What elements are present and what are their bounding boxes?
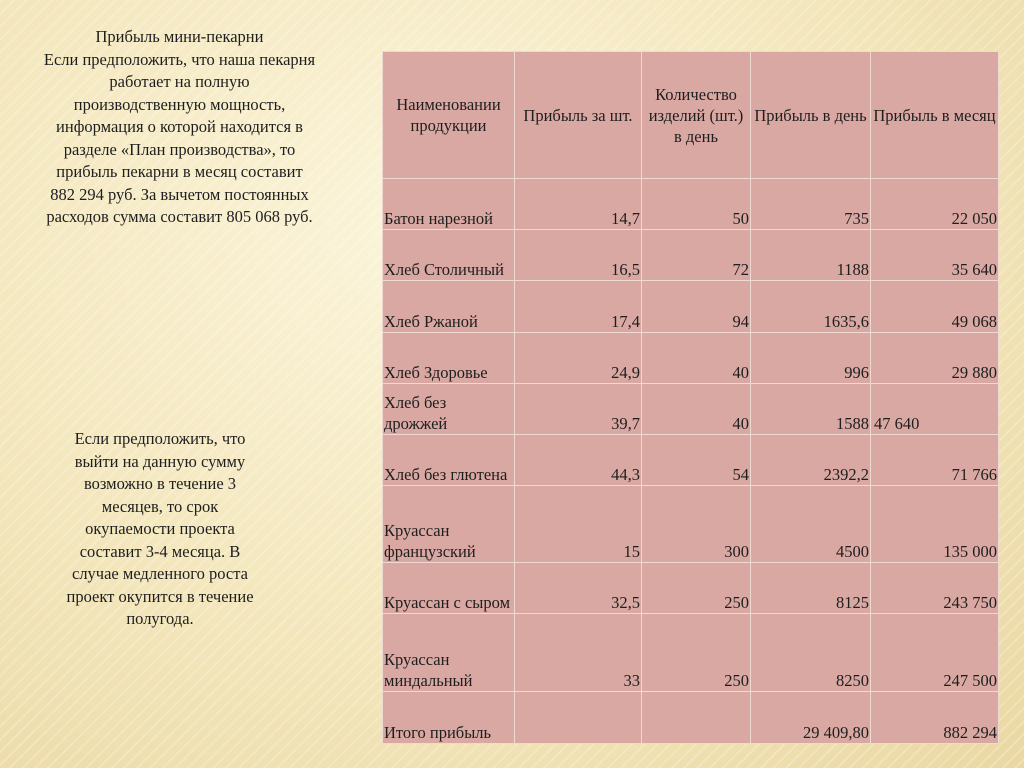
cell-profit-per-day: 1588 bbox=[751, 383, 871, 434]
cell-profit-per-month: 22 050 bbox=[871, 179, 999, 230]
cell-total-profit-per-month: 882 294 bbox=[871, 691, 999, 743]
cell-profit-per-day: 2392,2 bbox=[751, 434, 871, 485]
cell-profit-per-unit bbox=[515, 691, 642, 743]
table-row bbox=[383, 179, 999, 230]
cell-quantity-per-day: 40 bbox=[642, 383, 751, 434]
cell-quantity-per-day: 54 bbox=[642, 434, 751, 485]
header-product-name: Наименовании продукции bbox=[383, 52, 515, 179]
cell-total-label: Итого прибыль bbox=[383, 691, 515, 743]
cell-quantity-per-day: 250 bbox=[642, 614, 751, 691]
cell-profit-per-day: 8250 bbox=[751, 614, 871, 691]
table-row bbox=[383, 281, 999, 332]
cell-profit-per-day: 4500 bbox=[751, 486, 871, 563]
cell-profit-per-unit: 14,7 bbox=[515, 179, 642, 230]
cell-profit-per-month: 71 766 bbox=[871, 434, 999, 485]
table-row bbox=[383, 486, 999, 563]
cell-profit-per-month: 247 500 bbox=[871, 614, 999, 691]
intro-paragraph: Если предположить, что наша пекарня работает на полную производственную мощность, информация о которой находится в разделе «План производства», то прибыль пекарни в месяц составит 882 294 руб. За вычетом постоянных расходов сумма составит 805 068 руб. bbox=[43, 49, 316, 226]
cell-profit-per-day: 8125 bbox=[751, 563, 871, 614]
payback-paragraph: Если предположить, что выйти на данную сумму возможно в течение 3 месяцев, то срок окупаемости проекта составит 3-4 месяца. В случае медленного роста проект окупится в течение полугода. bbox=[66, 429, 254, 628]
cell-profit-per-month: 49 068 bbox=[871, 281, 999, 332]
table-row bbox=[383, 563, 999, 614]
table-row bbox=[383, 230, 999, 281]
cell-product-name: Хлеб Здоровье bbox=[383, 332, 515, 383]
cell-product-name: Хлеб без дрожжей bbox=[383, 383, 515, 434]
cell-profit-per-day: 996 bbox=[751, 332, 871, 383]
table-row bbox=[383, 332, 999, 383]
cell-profit-per-unit: 32,5 bbox=[515, 563, 642, 614]
cell-quantity-per-day: 40 bbox=[642, 332, 751, 383]
cell-profit-per-month: 29 880 bbox=[871, 332, 999, 383]
cell-profit-per-unit: 44,3 bbox=[515, 434, 642, 485]
cell-profit-per-unit: 17,4 bbox=[515, 281, 642, 332]
cell-product-name: Хлеб Ржаной bbox=[383, 281, 515, 332]
cell-profit-per-month: 243 750 bbox=[871, 563, 999, 614]
cell-profit-per-unit: 16,5 bbox=[515, 230, 642, 281]
cell-profit-per-day: 1188 bbox=[751, 230, 871, 281]
table-total-row bbox=[383, 691, 999, 743]
cell-quantity-per-day: 72 bbox=[642, 230, 751, 281]
cell-quantity-per-day: 50 bbox=[642, 179, 751, 230]
cell-total-profit-per-day: 29 409,80 bbox=[751, 691, 871, 743]
table-row bbox=[383, 434, 999, 485]
header-profit-per-day: Прибыль в день bbox=[751, 52, 871, 179]
cell-profit-per-month: 47 640 bbox=[871, 383, 999, 434]
intro-text-block bbox=[42, 26, 317, 229]
cell-product-name: Круассан французский bbox=[383, 486, 515, 563]
table-row bbox=[383, 614, 999, 691]
header-profit-per-unit: Прибыль за шт. bbox=[515, 52, 642, 179]
cell-profit-per-month: 35 640 bbox=[871, 230, 999, 281]
payback-text-block bbox=[60, 428, 260, 631]
cell-profit-per-day: 1635,6 bbox=[751, 281, 871, 332]
table-row bbox=[383, 383, 999, 434]
cell-product-name: Круассан с сыром bbox=[383, 563, 515, 614]
cell-quantity-per-day bbox=[642, 691, 751, 743]
cell-profit-per-unit: 15 bbox=[515, 486, 642, 563]
cell-quantity-per-day: 250 bbox=[642, 563, 751, 614]
cell-profit-per-unit: 33 bbox=[515, 614, 642, 691]
cell-profit-per-day: 735 bbox=[751, 179, 871, 230]
header-profit-per-month: Прибыль в месяц bbox=[871, 52, 999, 179]
profit-table bbox=[382, 51, 999, 744]
cell-profit-per-unit: 39,7 bbox=[515, 383, 642, 434]
table-header-row bbox=[383, 52, 999, 179]
cell-product-name: Круассан миндальный bbox=[383, 614, 515, 691]
cell-product-name: Батон нарезной bbox=[383, 179, 515, 230]
cell-product-name: Хлеб Столичный bbox=[383, 230, 515, 281]
cell-quantity-per-day: 300 bbox=[642, 486, 751, 563]
cell-profit-per-unit: 24,9 bbox=[515, 332, 642, 383]
cell-product-name: Хлеб без глютена bbox=[383, 434, 515, 485]
header-quantity-per-day: Количество изделий (шт.) в день bbox=[642, 52, 751, 179]
cell-quantity-per-day: 94 bbox=[642, 281, 751, 332]
intro-title: Прибыль мини-пекарни bbox=[95, 27, 264, 46]
cell-profit-per-month: 135 000 bbox=[871, 486, 999, 563]
